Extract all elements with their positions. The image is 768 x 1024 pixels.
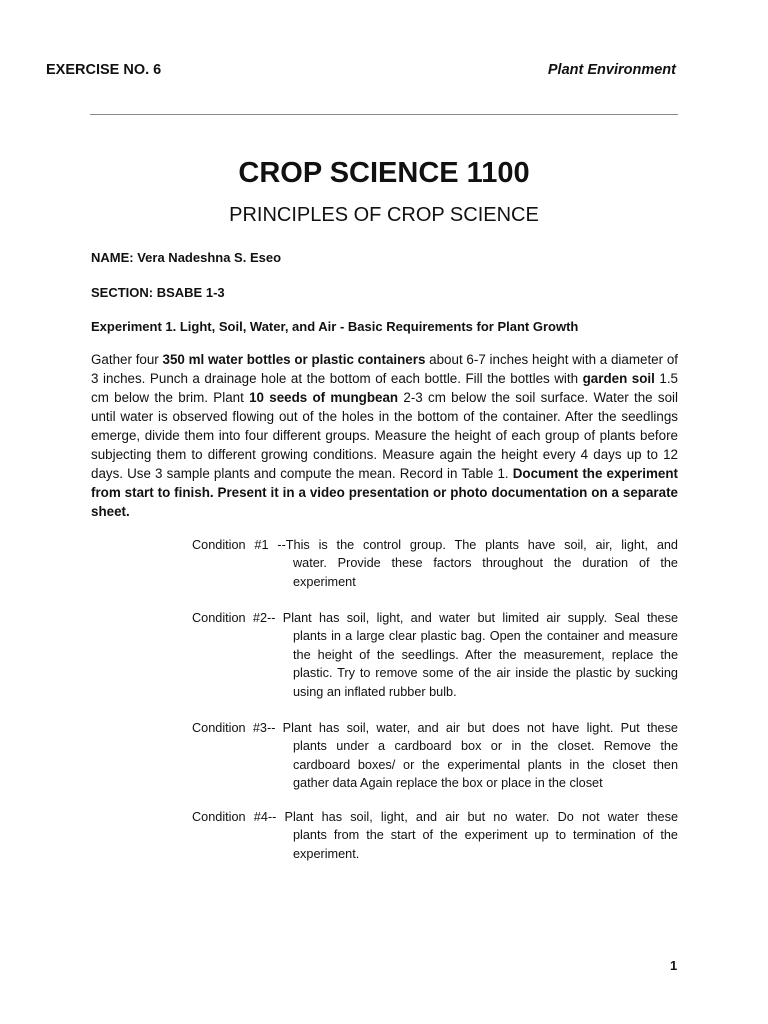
intro-bold-text: 350 ml water bottles or plastic containers xyxy=(162,352,426,367)
intro-bold-text: 10 seeds of mungbean xyxy=(249,390,399,405)
condition-text: water. Provide these factors throughout the duration of the experiment xyxy=(293,556,678,589)
topic-title: Plant Environment xyxy=(547,62,676,78)
intro-text: 1.5 cm below the brim. Plant xyxy=(91,371,679,405)
condition-4 xyxy=(192,808,678,863)
condition-text: plants in a large clear plastic bag. Open the container and measure the height of the seedlings. After the measurement, replace the plastic. Try to remove some of the air inside the plastic by sucking using an inflated rubber bulb. xyxy=(293,629,678,699)
condition-text: plants from the start of the experiment up to termination of the experiment. xyxy=(293,828,678,861)
condition-3 xyxy=(192,719,678,793)
experiment-heading: Experiment 1. Light, Soil, Water, and Air - Basic Requirements for Plant Growth xyxy=(91,319,579,334)
course-title: CROP SCIENCE 1100 xyxy=(238,157,530,189)
exercise-number: EXERCISE NO. 6 xyxy=(46,62,162,78)
condition-first-line: Condition #4-- Plant has soil, light, and air but no water. Do not water these xyxy=(192,810,678,824)
student-name: NAME: Vera Nadeshna S. Eseo xyxy=(91,250,282,265)
intro-text: Gather four xyxy=(91,352,163,367)
intro-text: 2-3 cm below the soil surface. Water the soil until water is observed flowing out of the holes in the bottom of the container. After the seedlings emerge, divide them into four different groups. Measure the height of each group of plants before subjecting them to different growing conditions. Measure again the height every 4 days up to 12 days. Use 3 sample plants and compute the mean. Record in Table 1. xyxy=(91,390,678,481)
condition-first-line: Condition #3-- Plant has soil, water, and air but does not have light. Put these xyxy=(192,721,678,735)
experiment-instructions xyxy=(91,350,678,521)
condition-first-line: Condition #1 --This is the control group. The plants have soil, air, light, and xyxy=(192,538,678,552)
page-number: 1 xyxy=(670,958,678,973)
condition-first-line: Condition #2-- Plant has soil, light, and water but limited air supply. Seal these xyxy=(192,611,678,625)
intro-text: about 6-7 inches height with a diameter of 3 inches. Punch a drainage hole at the bottom of each bottle. Fill the bottles with xyxy=(91,352,678,386)
condition-2 xyxy=(192,609,678,701)
intro-bold-text: Document the experiment from start to finish. Present it in a video presentation or photo documentation on a separate sheet. xyxy=(91,466,678,519)
condition-1 xyxy=(192,536,678,591)
intro-bold-text: garden soil xyxy=(582,371,655,386)
header-divider xyxy=(90,114,678,115)
condition-text: plants under a cardboard box or in the closet. Remove the cardboard boxes/ or the experimental plants in the closet then gather data Again replace the box or place in the closet xyxy=(293,739,678,791)
course-subtitle: PRINCIPLES OF CROP SCIENCE xyxy=(229,204,539,226)
student-section: SECTION: BSABE 1-3 xyxy=(91,285,225,300)
